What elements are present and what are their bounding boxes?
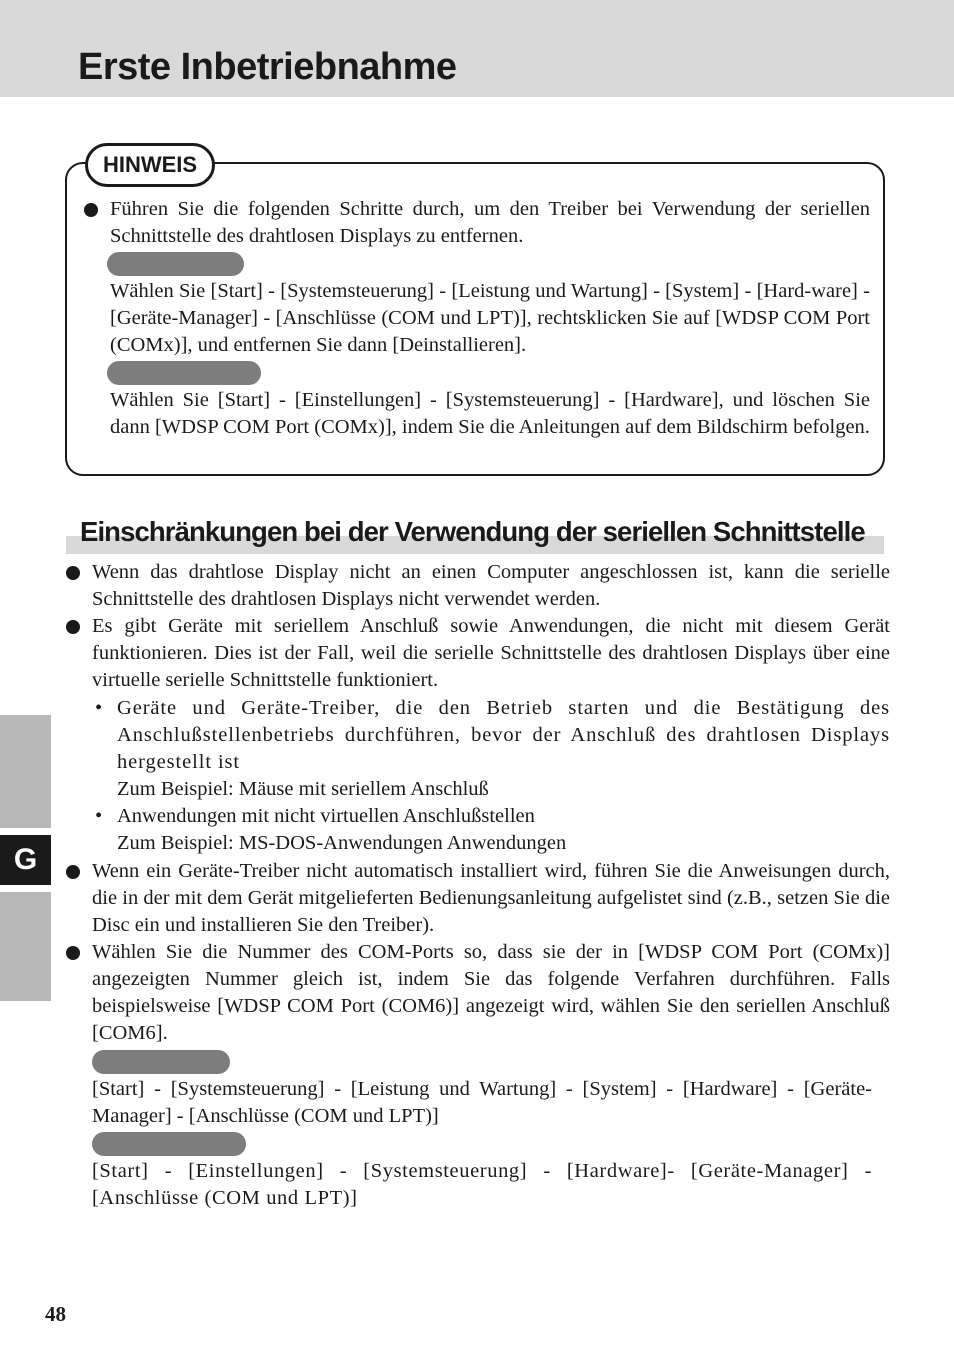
- language-tab-g: [0, 835, 51, 885]
- note-intro: Führen Sie die folgenden Schritte durch, um den Treiber bei Verwendung der seriellen Schnittstelle des drahtlosen Displays zu entfernen.: [110, 198, 870, 247]
- note-tag: [85, 143, 215, 187]
- side-tab-upper: [0, 715, 51, 828]
- restriction-bullet-1: Wenn das drahtlose Display nicht an einen Computer angeschlossen ist, kann die serielle Schnittstelle des drahtlosen Displays nicht verwendet werden.: [92, 561, 890, 610]
- sub-bullet-1-example: Zum Beispiel: Mäuse mit seriellem Anschluß: [117, 778, 489, 800]
- bullet-icon: [66, 620, 80, 634]
- sub-bullet-1: Geräte und Geräte-Treiber, die den Betrieb starten und die Bestätigung des Anschlußstellenbetriebs durchführen, bevor der Anschluß des drahtlosen Displays hergestellt ist: [117, 697, 890, 773]
- note-tag-label: HINWEIS: [102, 152, 198, 177]
- page-title: Erste Inbetriebnahme: [78, 46, 457, 88]
- sub-bullet-dot: •: [95, 805, 103, 827]
- os-label-xp: [107, 252, 244, 276]
- bullet-icon: [66, 566, 80, 580]
- sub-bullet-2-example: Zum Beispiel: MS-DOS-Anwendungen Anwendungen: [117, 832, 567, 854]
- language-tab-letter: G: [13, 843, 38, 876]
- os-label-w2k: [107, 361, 261, 385]
- sub-bullet-2: Anwendungen mit nicht virtuellen Anschlußstellen: [117, 805, 535, 827]
- os-label-w2k: [92, 1132, 246, 1156]
- xp-com-path: [Start] - [Systemsteuerung] - [Leistung und Wartung] - [System] - [Hardware] - [Geräte-Manager] - [Anschlüsse (COM und LPT)]: [92, 1078, 872, 1127]
- os-label-xp: [92, 1050, 230, 1074]
- page-number: 48: [45, 1302, 66, 1326]
- note-xp-steps: Wählen Sie [Start] - [Systemsteuerung] - [Leistung und Wartung] - [System] - [Hard-ware] - [Geräte-Manager] - [Anschlüsse (COM und LPT)], rechtsklicken Sie auf [WDSP COM Port (COMx)], und entfernen Sie dann [Deinstallieren].: [110, 280, 870, 356]
- w2k-com-path: [Start] - [Einstellungen] - [Systemsteuerung] - [Hardware]- [Geräte-Manager] - [Anschlüsse (COM und LPT)]: [92, 1160, 872, 1209]
- sub-bullet-dot: •: [95, 697, 103, 719]
- bullet-icon: [84, 203, 98, 217]
- restriction-bullet-2: Es gibt Geräte mit seriellem Anschluß sowie Anwendungen, die nicht mit diesem Gerät funktionieren. Dies ist der Fall, weil die serielle Schnittstelle des drahtlosen Displays über eine virtuelle serielle Schnittstelle funktioniert.: [92, 615, 890, 691]
- side-tab-lower: [0, 892, 51, 1001]
- restriction-bullet-3: Wenn ein Geräte-Treiber nicht automatisch installiert wird, führen Sie die Anweisungen durch, die in der mit dem Gerät mitgelieferten Bedienungsanleitung aufgelistet sind (z.B., setzen Sie die Disc ein und installieren Sie den Treiber).: [92, 860, 890, 936]
- bullet-icon: [66, 865, 80, 879]
- bullet-icon: [66, 946, 80, 960]
- restriction-bullet-4: Wählen Sie die Nummer des COM-Ports so, dass sie der in [WDSP COM Port (COMx)] angezeigten Nummer gleich ist, indem Sie das folgende Verfahren durchführen. Falls beispielsweise [WDSP COM Port (COM6)] angezeigt wird, wählen Sie den seriellen Anschluß [COM6].: [92, 941, 890, 1044]
- section-title: Einschränkungen bei der Verwendung der seriellen Schnittstelle: [80, 516, 865, 547]
- note-w2k-steps: Wählen Sie [Start] - [Einstellungen] - [Systemsteuerung] - [Hardware], und löschen Sie dann [WDSP COM Port (COMx)], indem Sie die Anleitungen auf dem Bildschirm befolgen.: [110, 389, 870, 438]
